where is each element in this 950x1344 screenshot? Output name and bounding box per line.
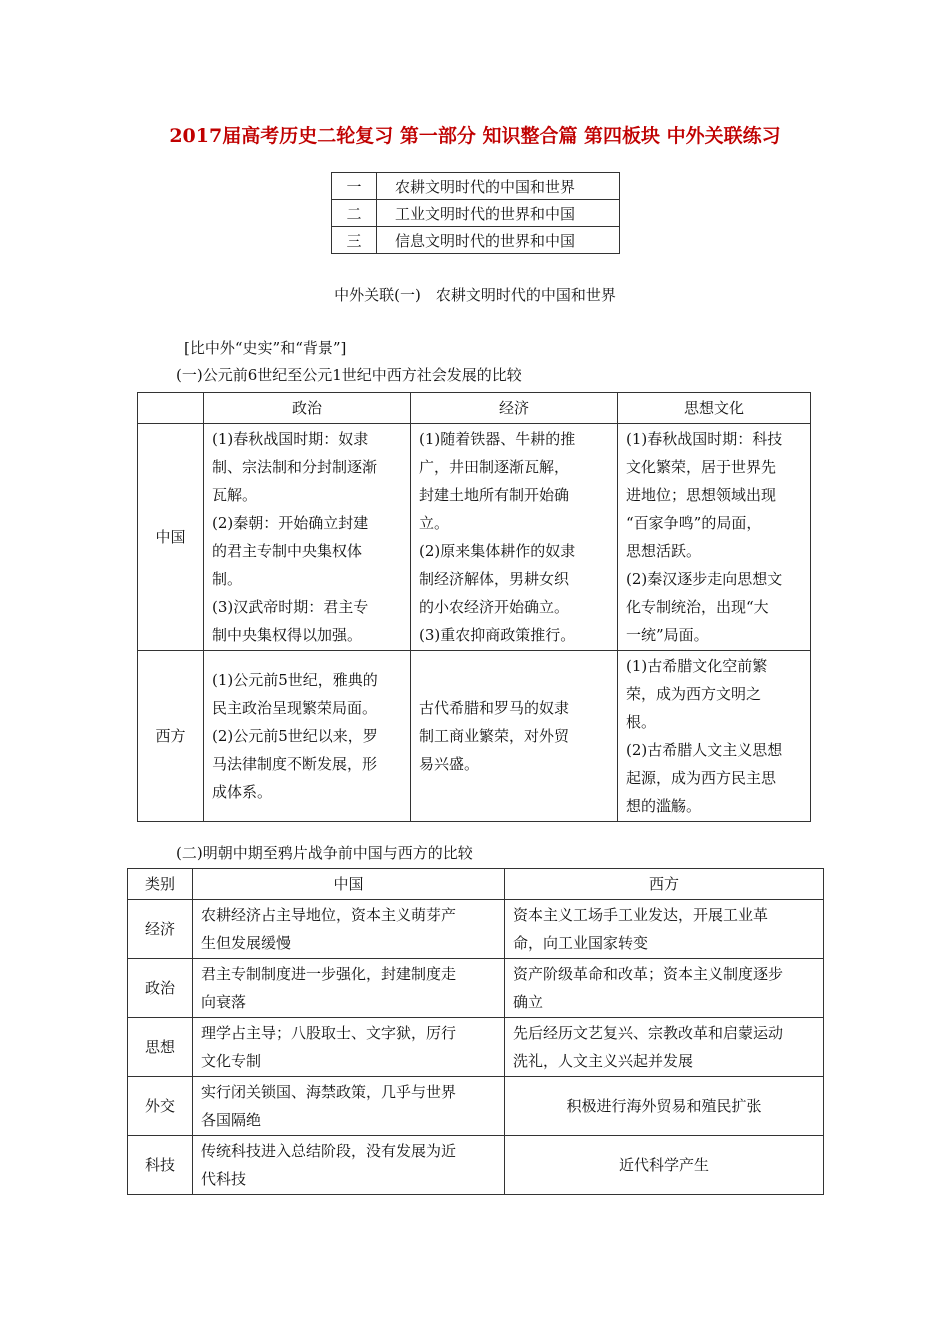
header-cell: 类别 [128,869,193,900]
cell-line: 文化繁荣，居于世界先 [626,458,777,476]
cell-line: 各国隔绝 [201,1111,262,1129]
cell-line: (3)重农抑商政策推行。 [419,626,576,644]
subheading: [比中外“史实”和“背景”] [184,339,347,357]
toc-num: 三 [332,227,377,254]
cell-line: 古代希腊和罗马的奴隶 [419,699,570,717]
row-label: 科技 [128,1136,193,1195]
document-title: 2017届高考历史二轮复习 第一部分 知识整合篇 第四板块 中外关联练习 [169,125,781,147]
cell-line: 制工商业繁荣，对外贸 [419,727,570,745]
cell-line: 思想活跃。 [626,542,702,560]
table-row [138,424,811,651]
table-row [138,651,811,822]
cell-line: 一统”局面。 [626,626,709,644]
row-label: 中国 [138,424,204,651]
cell-line: 文化专制 [201,1052,262,1070]
toc-table [331,172,620,254]
table-row [128,900,824,959]
table-cell [618,424,811,651]
cell-line: 封建土地所有制开始确 [419,486,570,504]
cell-line: 农耕经济占主导地位，资本主义萌芽产 [201,906,457,924]
cell-line: (3)汉武帝时期：君主专 [212,598,369,616]
cell-line: (2)公元前5世纪以来，罗 [212,727,378,745]
cell-line: 代科技 [201,1170,247,1188]
table-cell [411,651,618,822]
toc-num: 二 [332,200,377,227]
west-cell [505,959,824,1018]
cell-line: 广，井田制逐渐瓦解， [419,458,570,476]
west-cell [505,900,824,959]
cell-line: (1)春秋战国时期：科技 [626,430,783,448]
cell-line: 易兴盛。 [419,755,480,773]
cell-line: (2)原来集体耕作的奴隶 [419,542,576,560]
cell-line: 的君主专制中央集权体 [212,542,363,560]
cell-line: 荣，成为西方文明之 [626,685,762,703]
cell-line: 传统科技进入总结阶段，没有发展为近 [201,1142,457,1160]
cell-line: 马法律制度不断发展，形 [212,755,378,773]
cell-line: 进地位；思想领域出现 [626,486,777,504]
china-cell [193,1077,505,1136]
cell-line: 资本主义工场手工业发达，开展工业革 [513,906,769,924]
table-cell [618,651,811,822]
china-cell [193,1018,505,1077]
toc-row [332,173,620,200]
toc-row [332,227,620,254]
cell-line: “百家争鸣”的局面， [626,514,762,532]
table-cell [204,424,411,651]
header-cell: 政治 [204,393,411,424]
west-cell [505,1018,824,1077]
header-cell: 经济 [411,393,618,424]
cell-line: (1)春秋战国时期：奴隶 [212,430,369,448]
cell-line: 积极进行海外贸易和殖民扩张 [566,1097,762,1115]
cell-line: 成体系。 [212,783,273,801]
table-header-row [138,393,811,424]
table-cell [204,651,411,822]
cell-line: 制、宗法制和分封制逐渐 [212,458,378,476]
cell-line: (1)古希腊文化空前繁 [626,657,768,675]
section-title: 中外关联(一) 农耕文明时代的中国和世界 [334,286,616,304]
china-cell [193,900,505,959]
cell-line: 想的滥觞。 [626,797,702,815]
cell-line: 民主政治呈现繁荣局面。 [212,699,378,717]
cell-line: 近代科学产生 [618,1156,709,1174]
west-cell [505,1077,824,1136]
table-row [128,959,824,1018]
cell-line: 制经济解体，男耕女织 [419,570,570,588]
china-cell [193,1136,505,1195]
header-cell: 思想文化 [618,393,811,424]
cell-line: (2)古希腊人文主义思想 [626,741,783,759]
cell-line: 命，向工业国家转变 [513,934,649,952]
west-cell [505,1136,824,1195]
cell-line: 化专制统治，出现“大 [626,598,769,616]
table-cell [411,424,618,651]
cell-line: 的小农经济开始确立。 [419,598,570,616]
table-row [128,1077,824,1136]
toc-text: 农耕文明时代的中国和世界 [377,173,620,200]
cell-line: 生但发展缓慢 [201,934,292,952]
toc-text: 信息文明时代的世界和中国 [377,227,620,254]
cell-line: 实行闭关锁国、海禁政策，几乎与世界 [201,1083,457,1101]
header-cell: 西方 [505,869,824,900]
comparison-table-1 [137,392,811,822]
row-label: 西方 [138,651,204,822]
cell-line: (1)公元前5世纪，雅典的 [212,671,378,689]
row-label: 外交 [128,1077,193,1136]
part1-heading: (一)公元前6世纪至公元1世纪中西方社会发展的比较 [176,366,522,384]
table-row [128,1018,824,1077]
row-label: 思想 [128,1018,193,1077]
cell-line: 起源，成为西方民主思 [626,769,777,787]
part2-heading: (二)明朝中期至鸦片战争前中国与西方的比较 [176,844,473,862]
cell-line: 君主专制制度进一步强化，封建制度走 [201,965,457,983]
cell-line: 资产阶级革命和改革；资本主义制度逐步 [513,965,784,983]
cell-line: 立。 [419,514,450,532]
cell-line: 根。 [626,713,657,731]
cell-line: (1)随着铁器、牛耕的推 [419,430,576,448]
cell-line: 洗礼，人文主义兴起并发展 [513,1052,694,1070]
cell-line: 制。 [212,570,243,588]
toc-text: 工业文明时代的世界和中国 [377,200,620,227]
row-label: 经济 [128,900,193,959]
comparison-table-2 [127,868,824,1195]
cell-line: 确立 [513,993,544,1011]
cell-line: 制中央集权得以加强。 [212,626,363,644]
header-cell [138,393,204,424]
header-cell: 中国 [193,869,505,900]
cell-line: (2)秦朝：开始确立封建 [212,514,369,532]
cell-line: 理学占主导；八股取士、文字狱，厉行 [201,1024,457,1042]
china-cell [193,959,505,1018]
cell-line: 向衰落 [201,993,247,1011]
cell-line: 先后经历文艺复兴、宗教改革和启蒙运动 [513,1024,784,1042]
cell-line: 瓦解。 [212,486,258,504]
cell-line: (2)秦汉逐步走向思想文 [626,570,783,588]
row-label: 政治 [128,959,193,1018]
toc-num: 一 [332,173,377,200]
table-header-row [128,869,824,900]
table-row [128,1136,824,1195]
toc-row [332,200,620,227]
